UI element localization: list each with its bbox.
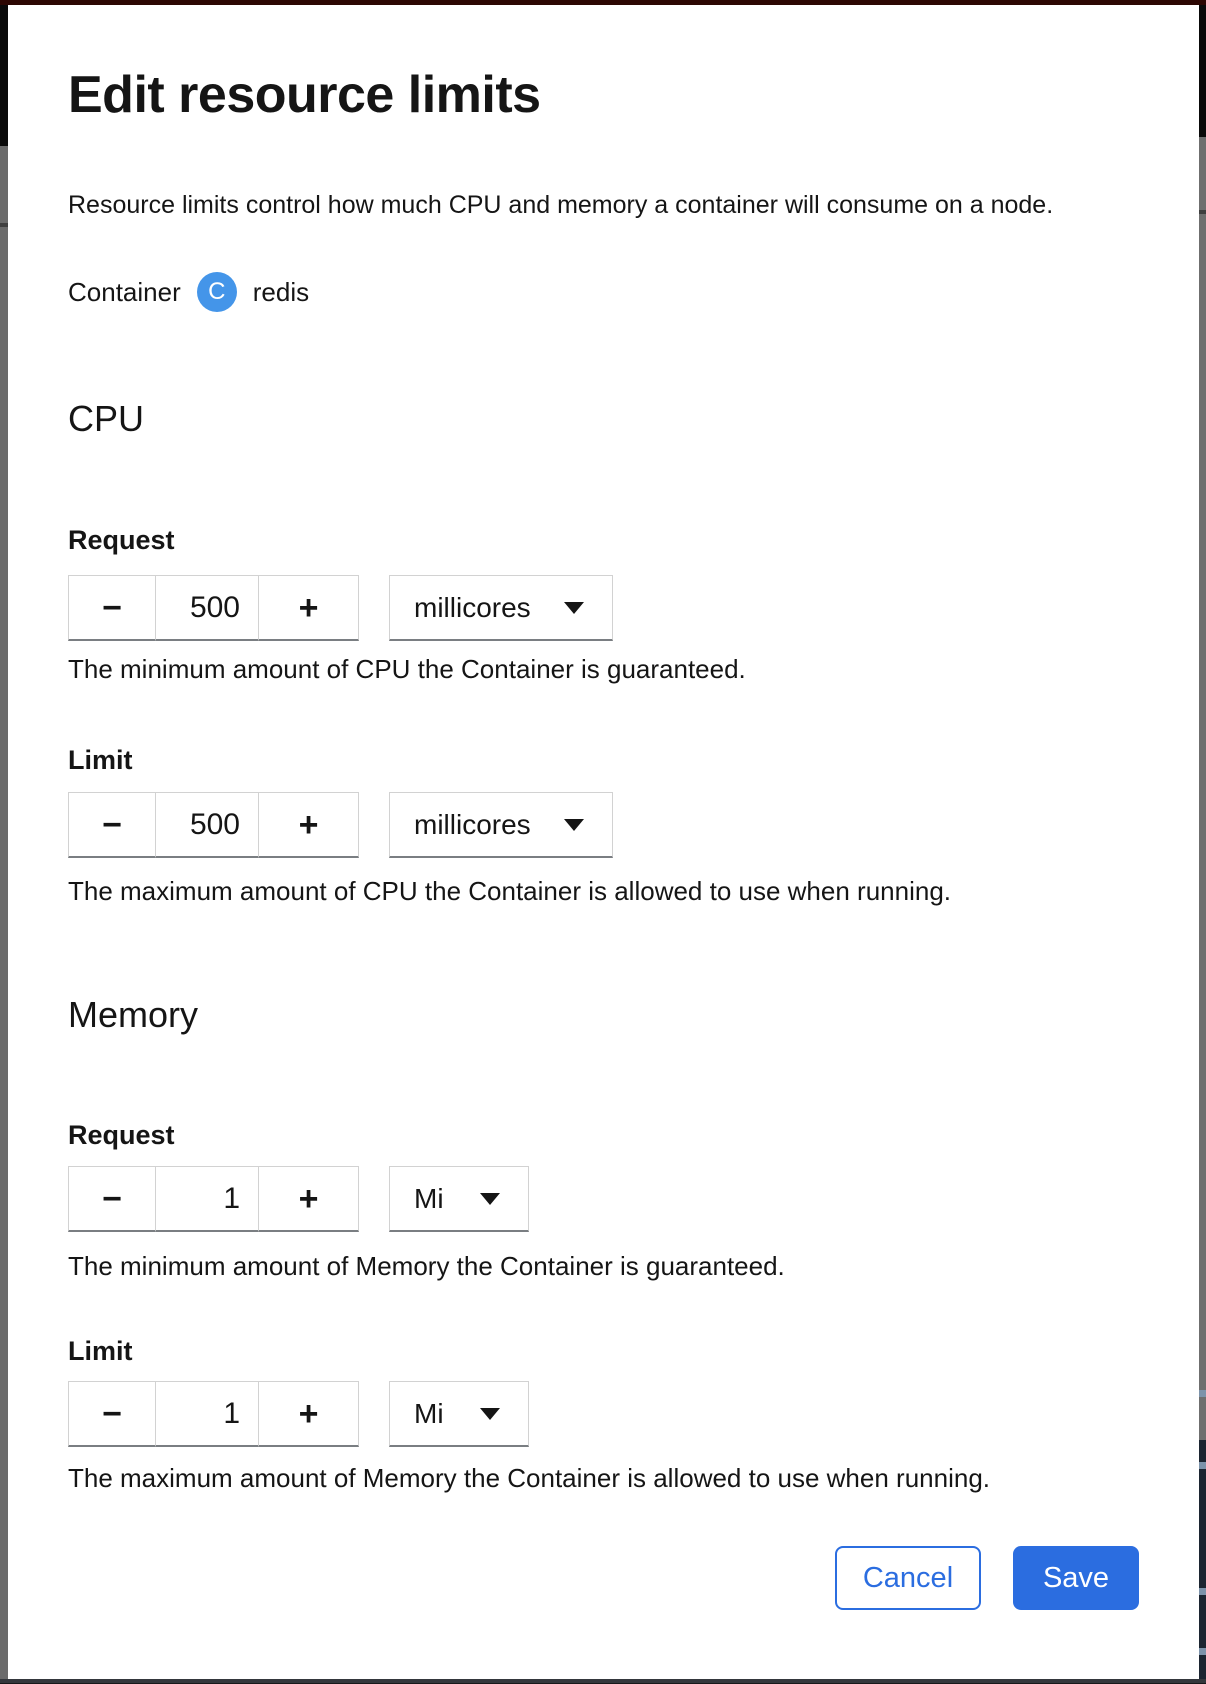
memory-limit-number-spinner bbox=[68, 1381, 359, 1447]
cpu-limit-unit-select[interactable] bbox=[389, 792, 613, 858]
memory-request-input-row bbox=[68, 1166, 529, 1232]
backdrop-right-artifact bbox=[1199, 1648, 1206, 1655]
backdrop-right-artifact bbox=[1199, 1390, 1206, 1397]
cpu-limit-label: Limit bbox=[68, 745, 133, 775]
cpu-limit-help-text: The maximum amount of CPU the Container is allowed to use when running. bbox=[68, 876, 951, 906]
dialog-title: Edit resource limits bbox=[68, 66, 541, 124]
backdrop-left-divider bbox=[0, 223, 8, 227]
cpu-request-plus-button[interactable]: + bbox=[259, 575, 359, 641]
caret-down-icon bbox=[480, 1193, 500, 1205]
cpu-limit-minus-button[interactable]: − bbox=[68, 792, 156, 858]
save-button[interactable]: Save bbox=[1013, 1546, 1139, 1610]
cpu-request-number-spinner bbox=[68, 575, 359, 641]
cancel-button[interactable]: Cancel bbox=[835, 1546, 981, 1610]
cpu-request-help-text: The minimum amount of CPU the Container is guaranteed. bbox=[68, 654, 746, 684]
memory-limit-input-row bbox=[68, 1381, 529, 1447]
backdrop-left-strip bbox=[0, 5, 8, 1679]
cpu-request-unit-value: millicores bbox=[414, 591, 531, 623]
cpu-request-label: Request bbox=[68, 525, 175, 555]
backdrop-right-divider bbox=[1199, 210, 1206, 214]
cpu-request-value-input[interactable] bbox=[156, 575, 259, 641]
cpu-limit-plus-button[interactable]: + bbox=[259, 792, 359, 858]
memory-limit-plus-button[interactable]: + bbox=[259, 1381, 359, 1447]
memory-request-value-input[interactable] bbox=[156, 1166, 259, 1232]
memory-request-unit-value: Mi bbox=[414, 1182, 444, 1214]
memory-limit-label: Limit bbox=[68, 1336, 133, 1366]
cpu-limit-value-input[interactable] bbox=[156, 792, 259, 858]
cpu-limit-unit-value: millicores bbox=[414, 808, 531, 840]
memory-limit-unit-select[interactable] bbox=[389, 1381, 529, 1447]
cpu-request-unit-select[interactable] bbox=[389, 575, 613, 641]
memory-request-minus-button[interactable]: − bbox=[68, 1166, 156, 1232]
cpu-request-input-row bbox=[68, 575, 613, 641]
memory-limit-minus-button[interactable]: − bbox=[68, 1381, 156, 1447]
container-name: redis bbox=[252, 276, 310, 307]
backdrop-right-artifact bbox=[1199, 1462, 1206, 1469]
cpu-section-heading: CPU bbox=[68, 398, 145, 439]
memory-request-help-text: The minimum amount of Memory the Container is guaranteed. bbox=[68, 1251, 785, 1281]
memory-limit-unit-value: Mi bbox=[414, 1397, 444, 1429]
backdrop-top-strip bbox=[0, 0, 1206, 5]
memory-limit-value-input[interactable] bbox=[156, 1381, 259, 1447]
backdrop-left-masthead bbox=[0, 5, 8, 146]
dialog-footer bbox=[835, 1546, 1139, 1610]
backdrop-right-strip bbox=[1199, 5, 1206, 1679]
memory-request-plus-button[interactable]: + bbox=[259, 1166, 359, 1232]
backdrop-bottom-strip bbox=[0, 1679, 1206, 1684]
memory-request-unit-select[interactable] bbox=[389, 1166, 529, 1232]
backdrop-right-page-fragment bbox=[1199, 1440, 1206, 1679]
cpu-limit-input-row bbox=[68, 792, 613, 858]
container-badge-icon: C bbox=[197, 272, 237, 312]
container-identity-row bbox=[68, 271, 309, 313]
caret-down-icon bbox=[564, 819, 584, 831]
edit-resource-limits-dialog bbox=[8, 5, 1199, 1679]
caret-down-icon bbox=[480, 1408, 500, 1420]
cpu-request-minus-button[interactable]: − bbox=[68, 575, 156, 641]
caret-down-icon bbox=[564, 602, 584, 614]
memory-limit-help-text: The maximum amount of Memory the Container is allowed to use when running. bbox=[68, 1463, 990, 1493]
memory-request-number-spinner bbox=[68, 1166, 359, 1232]
memory-section-heading: Memory bbox=[68, 994, 199, 1035]
dialog-description: Resource limits control how much CPU and memory a container will consume on a node. bbox=[68, 191, 1054, 219]
container-label: Container bbox=[68, 276, 181, 307]
cpu-limit-number-spinner bbox=[68, 792, 359, 858]
backdrop-right-masthead bbox=[1199, 5, 1206, 137]
backdrop-right-artifact bbox=[1199, 1588, 1206, 1595]
memory-request-label: Request bbox=[68, 1120, 175, 1150]
